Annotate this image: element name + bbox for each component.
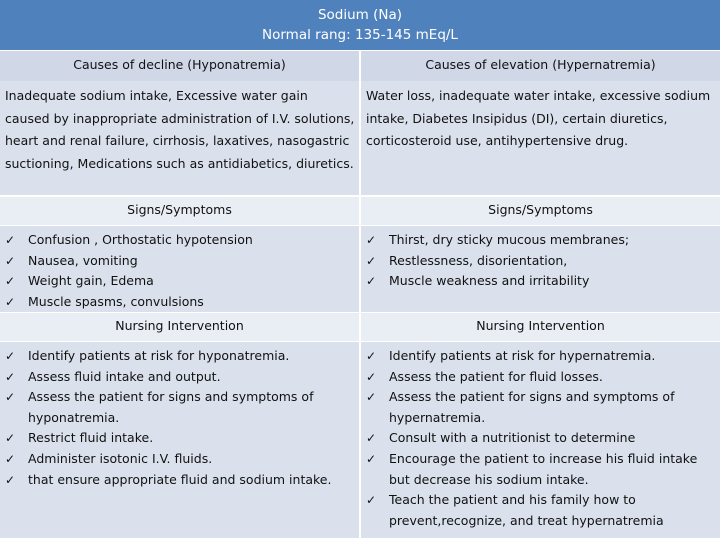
title-line-2: Normal rang: 135-145 mEq/L bbox=[262, 27, 458, 43]
list-item: ✓ Encourage the patient to increase his fluid intake but decrease his sodium intake. bbox=[365, 450, 698, 487]
list-item: ✓ Identify patients at risk for hypernatremia. bbox=[361, 346, 716, 367]
list-item: ✓ Restlessness, disorientation, bbox=[361, 251, 720, 272]
list-item: ✓ Assess the patient for signs and symptoms of hyponatremia. bbox=[4, 389, 314, 425]
causes-elevation-header: Causes of elevation (Hypernatremia) bbox=[361, 51, 720, 81]
checkmark-icon: ✓ bbox=[365, 369, 377, 384]
list-item: ✓ Assess the patient for fluid losses. bbox=[361, 367, 716, 388]
checkmark-icon: ✓ bbox=[4, 233, 16, 247]
checkmark-icon: ✓ bbox=[365, 233, 377, 247]
list-item: ✓ Muscle weakness and irritability bbox=[361, 271, 720, 292]
table-title bbox=[0, 0, 720, 50]
checkmark-icon: ✓ bbox=[4, 451, 16, 466]
checkmark-icon: ✓ bbox=[365, 349, 377, 363]
list-item: ✓ that ensure appropriate fluid and sodium intake. bbox=[0, 470, 355, 491]
title-line-1: Sodium (Na) bbox=[317, 7, 403, 23]
list-item: ✓ Weight gain, Edema bbox=[0, 271, 359, 292]
list-item: ✓ Thirst, dry sticky mucous membranes; bbox=[361, 230, 720, 251]
causes-decline-text: Inadequate sodium intake, Excessive water gain caused by inappropriate administration of I.V. solutions, heart and renal failure, cirrhosis, laxatives, nasogastric suctioning, Medications such as antidiabetics, diuretics. bbox=[5, 88, 355, 171]
list-item: ✓ Muscle spasms, convulsions bbox=[0, 292, 359, 313]
checkmark-icon: ✓ bbox=[4, 472, 16, 487]
signs-list-right bbox=[361, 230, 720, 292]
checkmark-icon: ✓ bbox=[4, 274, 16, 289]
checkmark-icon: ✓ bbox=[365, 253, 377, 268]
checkmark-icon: ✓ bbox=[365, 493, 377, 508]
signs-header-right: Signs/Symptoms bbox=[361, 197, 720, 225]
checkmark-icon: ✓ bbox=[365, 431, 377, 446]
checkmark-icon: ✓ bbox=[4, 390, 16, 405]
list-item: ✓ Restrict fluid intake. bbox=[0, 428, 355, 449]
list-item: ✓ Nausea, vomiting bbox=[0, 251, 359, 272]
checkmark-icon: ✓ bbox=[365, 451, 377, 466]
list-item: ✓ Teach the patient and his family how to prevent,recognize, and treat hypernatremia bbox=[365, 492, 664, 528]
nursing-list-left bbox=[0, 346, 355, 490]
list-item: ✓ Consult with a nutritionist to determine bbox=[361, 428, 716, 449]
list-item: ✓ Assess fluid intake and output. bbox=[0, 367, 355, 388]
checkmark-icon: ✓ bbox=[4, 253, 16, 268]
checkmark-icon: ✓ bbox=[365, 390, 377, 405]
list-item: ✓ Confusion , Orthostatic hypotension bbox=[0, 230, 359, 251]
nursing-list-right bbox=[361, 346, 716, 531]
checkmark-icon: ✓ bbox=[4, 431, 16, 446]
checkmark-icon: ✓ bbox=[4, 294, 16, 309]
signs-header-left: Signs/Symptoms bbox=[0, 197, 359, 225]
nursing-header-right: Nursing Intervention bbox=[361, 313, 720, 341]
nursing-header-left: Nursing Intervention bbox=[0, 313, 359, 341]
list-item: ✓ Administer isotonic I.V. fluids. bbox=[0, 449, 355, 470]
causes-decline-header: Causes of decline (Hyponatremia) bbox=[0, 51, 359, 81]
checkmark-icon: ✓ bbox=[365, 274, 377, 289]
checkmark-icon: ✓ bbox=[4, 369, 16, 384]
list-item: ✓ Assess the patient for signs and symptoms of hypernatremia. bbox=[365, 389, 675, 425]
causes-elevation-text: Water loss, inadequate water intake, excessive sodium intake, Diabetes Insipidus (DI), certain diuretics, corticosteroid use, antihypertensive drug. bbox=[366, 88, 711, 148]
signs-list-left bbox=[0, 230, 359, 312]
checkmark-icon: ✓ bbox=[4, 349, 16, 363]
list-item: ✓ Identify patients at risk for hyponatremia. bbox=[0, 346, 355, 367]
